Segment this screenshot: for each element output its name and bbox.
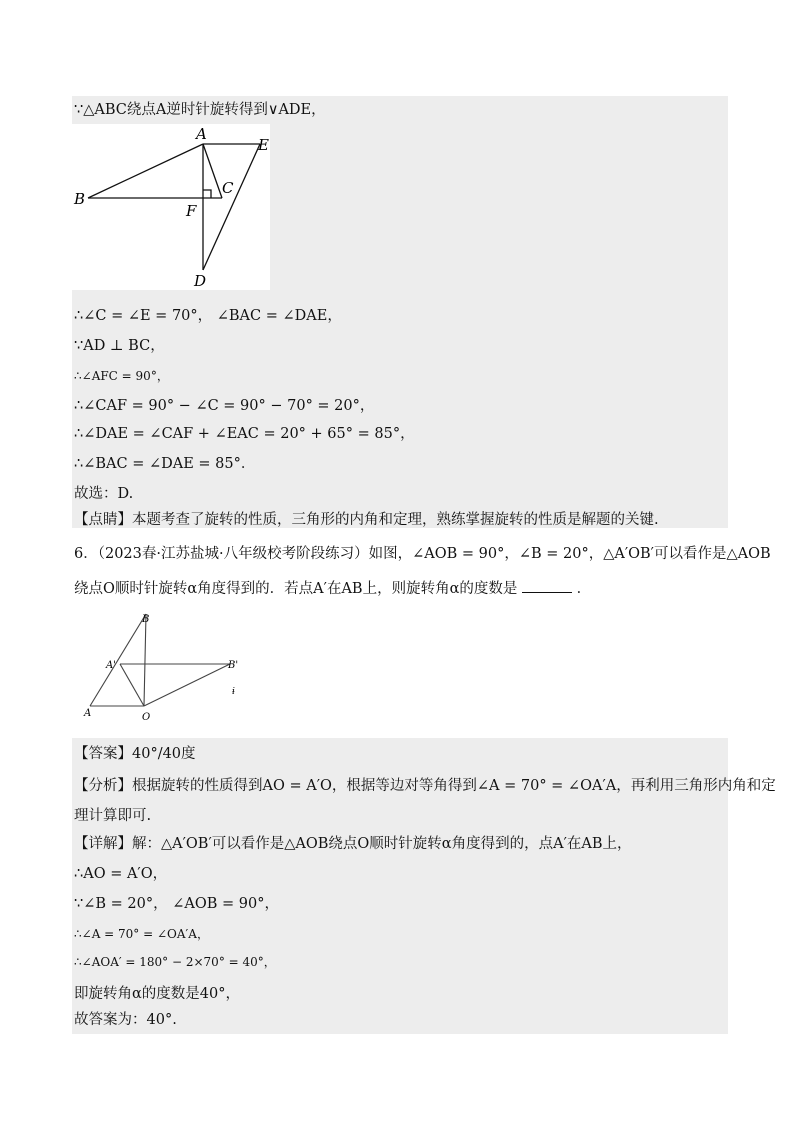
segment-ab	[90, 614, 146, 706]
q5-choice: 故选：D.	[74, 486, 134, 502]
q5-figure	[72, 124, 270, 290]
q6-analysis-2: 理计算即可.	[74, 808, 152, 824]
q5-step-3: ∴∠AFC = 90°，	[74, 369, 169, 383]
q6-answer: 【答案】40°/40度	[74, 746, 196, 762]
segment-de	[203, 144, 260, 270]
q6-analysis-1: 【分析】根据旋转的性质得到AO = A′O，根据等边对等角得到∠A = 70° = ∠OA′A，再利用三角形内角和定	[74, 778, 776, 794]
q6-stem-text: 绕点O顺时针旋转α角度得到的．若点A′在AB上，则旋转角α的度数是	[74, 581, 518, 597]
q6-stem-end: ．	[576, 581, 592, 597]
label-d: D	[194, 272, 207, 290]
label-c: C	[222, 179, 234, 197]
q6-detail-5: 即旋转角α的度数是40°，	[74, 986, 240, 1002]
q5-step-5: ∴∠DAE = ∠CAF + ∠EAC = 20° + 65° = 85°，	[74, 426, 415, 442]
segment-ob	[144, 614, 146, 706]
label-e: E	[258, 136, 269, 154]
segment-ab	[88, 144, 203, 198]
q6-detail-4: ∴∠AOA′ = 180° − 2×70° = 40°，	[74, 955, 276, 969]
label-b: B	[142, 614, 150, 625]
label-f: F	[186, 202, 197, 220]
q6-figure	[80, 610, 250, 726]
answer-blank	[522, 578, 572, 593]
q5-step-2: ∵AD ⊥ BC，	[74, 338, 165, 354]
q6-detail-6: 故答案为：40°.	[74, 1012, 177, 1028]
label-b: B	[74, 190, 86, 208]
label-a-prime: A'	[106, 660, 116, 671]
q6-detail-3: ∴∠A = 70° = ∠OA′A，	[74, 927, 209, 941]
q5-step-1: ∴∠C = ∠E = 70°， ∠BAC = ∠DAE，	[74, 308, 342, 324]
q6-stem-line-2	[74, 578, 591, 599]
q6-detail-2: ∵∠B = 20°， ∠AOB = 90°，	[74, 896, 279, 912]
right-angle-mark	[203, 190, 211, 198]
label-o: O	[142, 712, 151, 723]
q6-detail-1: ∴AO = A′O，	[74, 866, 168, 882]
q5-step-6: ∴∠BAC = ∠DAE = 85°．	[74, 456, 256, 472]
q6-detail-intro: 【详解】解：△A′OB′可以看作是△AOB绕点O顺时针旋转α角度得到的，点A′在AB上，	[74, 836, 632, 852]
q5-step-4: ∴∠CAF = 90° − ∠C = 90° − 70° = 20°，	[74, 398, 375, 414]
stray-mark: ɨ	[232, 687, 235, 697]
rotation-aob-diagram	[80, 610, 250, 726]
rotation-triangles-diagram	[72, 124, 270, 290]
segment-ob-prime	[144, 664, 230, 706]
label-b-prime: B'	[228, 660, 239, 671]
label-a: A	[196, 125, 207, 143]
q5-dianjing: 【点睛】本题考查了旋转的性质，三角形的内角和定理，熟练掌握旋转的性质是解题的关键.	[74, 512, 659, 528]
q6-stem-line-1: 6．（2023春·江苏盐城·八年级校考阶段练习）如图，∠AOB = 90°，∠B = 20°，△A′OB′可以看作是△AOB	[74, 546, 771, 562]
label-a: A	[84, 708, 92, 719]
q5-intro: ∵△ABC绕点A逆时针旋转得到∨ADE，	[74, 102, 326, 118]
segment-a-prime-o	[120, 664, 144, 706]
